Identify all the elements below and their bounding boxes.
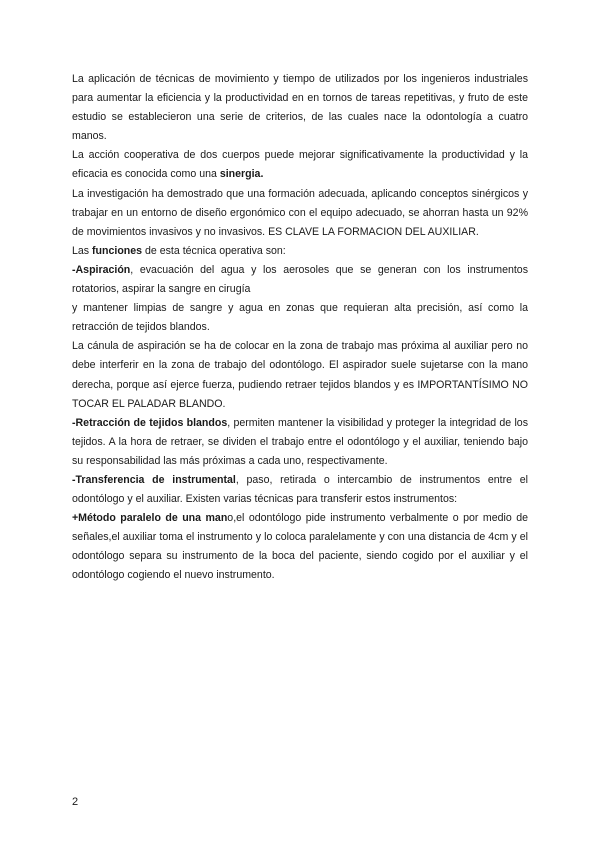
paragraph-retraccion [72,414,528,471]
paragraph-funciones-post: de esta técnica operativa son: [142,244,286,257]
paragraph-sinergia-text: La acción cooperativa de dos cuerpos puede mejorar significativamente la productividad y la eficacia es conocida como una [72,149,528,181]
paragraph-retraccion-text: , permiten mantener la visibilidad y proteger la integridad de los tejidos. A la hora de retraer, se dividen el trabajo entre el odontólogo y el auxiliar, teniendo bajo su responsabilidad las más próximas a cada uno, respectivamente. [72,416,528,467]
term-metodo-paralelo: +Método paralelo de una man [72,512,228,525]
term-retraccion: -Retracción de tejidos blandos [72,416,228,429]
paragraph-sinergia [72,146,528,184]
document-body [72,70,528,586]
paragraph-intro: La aplicación de técnicas de movimiento y tiempo de utilizados por los ingenieros industriales para aumentar la eficiencia y la productividad en en tornos de tareas repetitivas, y fruto de este estudio se establecieron una serie de criterios, de las cuales nace la odontología a cuatro manos. [72,73,528,143]
paragraph-aspiracion-text: , evacuación del agua y los aerosoles que se generan con los instrumentos rotatorios, aspirar la sangre en cirugía [72,263,528,296]
paragraph-canula: La cánula de aspiración se ha de colocar en la zona de trabajo mas próxima al auxiliar pero no debe interferir en la zona de trabajo del odontólogo. El aspirador suele sujetarse con la mano derecha, porque así ejerce fuerza, pudiendo retraer tejidos blandos y es IMPORTANTÍSIMO NO TOCAR EL PALADAR BLANDO. [72,340,528,410]
paragraph-aspiracion [72,261,528,299]
term-funciones: funciones [92,244,143,257]
paragraph-transferencia [72,471,528,509]
term-aspiracion: -Aspiración [72,263,131,276]
paragraph-metodo-paralelo [72,509,528,585]
term-sinergia: sinergia. [219,168,264,181]
paragraph-funciones-pre: Las [72,244,93,257]
term-transferencia: -Transferencia de instrumental [72,473,236,486]
page-number: 2 [72,796,79,808]
paragraph-transferencia-text: , paso, retirada o intercambio de instrumentos entre el odontólogo y el auxiliar. Existen varias técnicas para transferir estos instrumentos: [72,473,529,506]
paragraph-funciones [72,242,528,261]
paragraph-investigacion: La investigación ha demostrado que una formación adecuada, aplicando conceptos sinérgicos y trabajar en un entorno de diseño ergonómico con el equipo adecuado, se ahorran hasta un 92% de movimientos invasivos y no invasivos. ES CLAVE LA FORMACION DEL AUXILIAR. [72,187,528,238]
paragraph-limpieza: y mantener limpias de sangre y agua en zonas que requieran alta precisión, así como la retracción de tejidos blandos. [72,302,528,334]
paragraph-metodo-paralelo-text: o,el odontólogo pide instrumento verbalmente o por medio de señales,el auxiliar toma el instrumento y lo coloca paralelamente y con una distancia de 4cm y el odontólogo separa su instrumento de la boca del paciente, siendo cogido por el auxiliar y el odontólogo cogiendo el nuevo instrumento. [72,512,528,582]
